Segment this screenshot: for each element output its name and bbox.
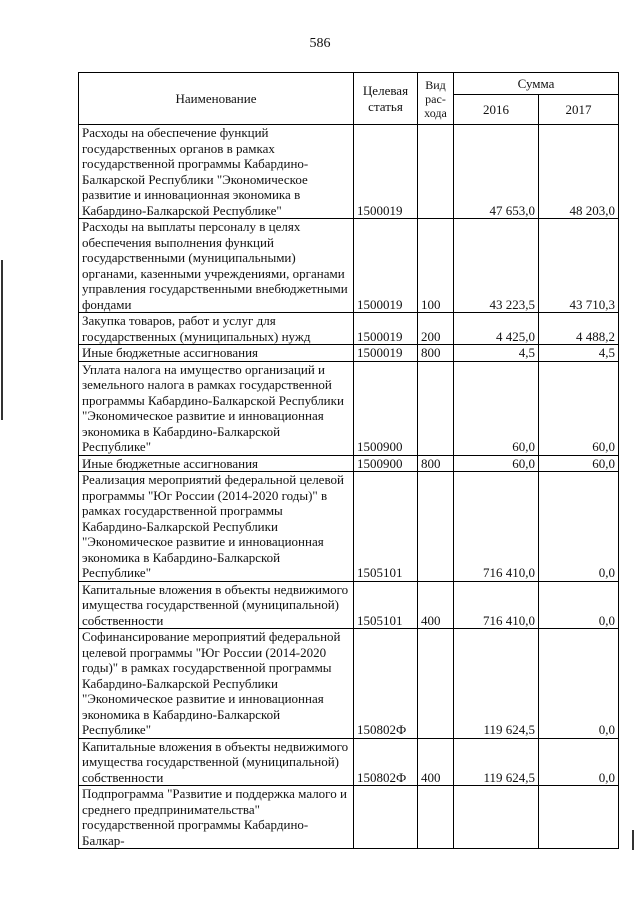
- row-name: Подпрограмма "Развитие и поддержка малого и среднего предпринимательства" государственной программы Кабардино-Балкар-: [79, 786, 354, 849]
- row-sum-2016: 47 653,0: [454, 125, 539, 219]
- header-year-2017: 2017: [539, 95, 619, 125]
- table-row: [79, 361, 619, 455]
- header-code: Целевая статья: [354, 73, 418, 125]
- row-expense-type: 800: [418, 345, 454, 362]
- row-name: Уплата налога на имущество организаций и земельного налога в рамках государственной программы Кабардино-Балкарской Республики "Экономическое развитие и инновационная экономика в Кабардино-Балкарской Республике": [79, 361, 354, 455]
- row-target-code: 1500900: [354, 361, 418, 455]
- row-name: Расходы на выплаты персоналу в целях обеспечения выполнения функций государственными (муниципальными) органами, казенными учреждениями, органами управления государственными внебюджетными фондами: [79, 219, 354, 313]
- table-row: [79, 786, 619, 849]
- row-target-code: 1505101: [354, 581, 418, 629]
- row-sum-2017: 0,0: [539, 738, 619, 786]
- row-expense-type: [418, 629, 454, 739]
- row-expense-type: 100: [418, 219, 454, 313]
- row-sum-2017: 60,0: [539, 455, 619, 472]
- row-sum-2017: 4 488,2: [539, 313, 619, 345]
- table-row: [79, 125, 619, 219]
- row-name: Закупка товаров, работ и услуг для государственных (муниципальных) нужд: [79, 313, 354, 345]
- row-sum-2017: 43 710,3: [539, 219, 619, 313]
- row-expense-type: 400: [418, 738, 454, 786]
- row-target-code: 1500900: [354, 455, 418, 472]
- row-sum-2016: 119 624,5: [454, 629, 539, 739]
- table-row: [79, 219, 619, 313]
- row-target-code: 150802Ф: [354, 629, 418, 739]
- row-expense-type: [418, 361, 454, 455]
- header-name: Наименование: [79, 73, 354, 125]
- row-target-code: 1500019: [354, 345, 418, 362]
- table-row: [79, 581, 619, 629]
- row-target-code: 150802Ф: [354, 738, 418, 786]
- row-expense-type: [418, 472, 454, 582]
- row-sum-2017: 60,0: [539, 361, 619, 455]
- row-expense-type: [418, 786, 454, 849]
- row-sum-2016: 4,5: [454, 345, 539, 362]
- row-expense-type: 800: [418, 455, 454, 472]
- row-name: Реализация мероприятий федеральной целевой программы "Юг России (2014-2020 годы)" в рамках государственной программы Кабардино-Балкарской Республики "Экономическое развитие и инновационная экономика в Кабардино-Балкарской Республике": [79, 472, 354, 582]
- row-sum-2017: [539, 786, 619, 849]
- row-name: Капитальные вложения в объекты недвижимого имущества государственной (муниципальной) собственности: [79, 581, 354, 629]
- table-body: [79, 125, 619, 849]
- scan-edge-mark: [632, 830, 634, 850]
- header-kind: Вид рас-хода: [418, 73, 454, 125]
- header-year-2016: 2016: [454, 95, 539, 125]
- row-sum-2016: 716 410,0: [454, 581, 539, 629]
- row-sum-2016: 4 425,0: [454, 313, 539, 345]
- table-row: [79, 455, 619, 472]
- row-sum-2016: 60,0: [454, 455, 539, 472]
- row-target-code: 1505101: [354, 472, 418, 582]
- row-expense-type: [418, 125, 454, 219]
- row-name: Иные бюджетные ассигнования: [79, 455, 354, 472]
- row-sum-2017: 0,0: [539, 581, 619, 629]
- row-name: Иные бюджетные ассигнования: [79, 345, 354, 362]
- row-sum-2016: 43 223,5: [454, 219, 539, 313]
- row-sum-2016: [454, 786, 539, 849]
- scan-edge-mark: [1, 260, 3, 420]
- row-sum-2017: 0,0: [539, 472, 619, 582]
- row-sum-2017: 0,0: [539, 629, 619, 739]
- table-row: [79, 345, 619, 362]
- row-sum-2016: 716 410,0: [454, 472, 539, 582]
- table-row: [79, 313, 619, 345]
- page-number: 586: [309, 36, 331, 51]
- table-row: [79, 472, 619, 582]
- row-target-code: 1500019: [354, 219, 418, 313]
- row-target-code: 1500019: [354, 313, 418, 345]
- table-row: [79, 738, 619, 786]
- budget-table: [78, 72, 619, 849]
- row-expense-type: 400: [418, 581, 454, 629]
- row-sum-2017: 48 203,0: [539, 125, 619, 219]
- row-sum-2016: 60,0: [454, 361, 539, 455]
- row-name: Софинансирование мероприятий федеральной целевой программы "Юг России (2014-2020 годы)" в рамках государственной программы Кабардино-Балкарской Республики "Экономическое развитие и инновационная экономика в Кабардино-Балкарской Республике": [79, 629, 354, 739]
- row-name: Капитальные вложения в объекты недвижимого имущества государственной (муниципальной) собственности: [79, 738, 354, 786]
- row-sum-2017: 4,5: [539, 345, 619, 362]
- row-name: Расходы на обеспечение функций государственных органов в рамках государственной программы Кабардино-Балкарской Республики "Экономическое развитие и инновационная экономика в Кабардино-Балкарской Республике": [79, 125, 354, 219]
- row-expense-type: 200: [418, 313, 454, 345]
- table-row: [79, 629, 619, 739]
- row-target-code: [354, 786, 418, 849]
- row-sum-2016: 119 624,5: [454, 738, 539, 786]
- row-target-code: 1500019: [354, 125, 418, 219]
- header-sum: Сумма: [454, 73, 619, 95]
